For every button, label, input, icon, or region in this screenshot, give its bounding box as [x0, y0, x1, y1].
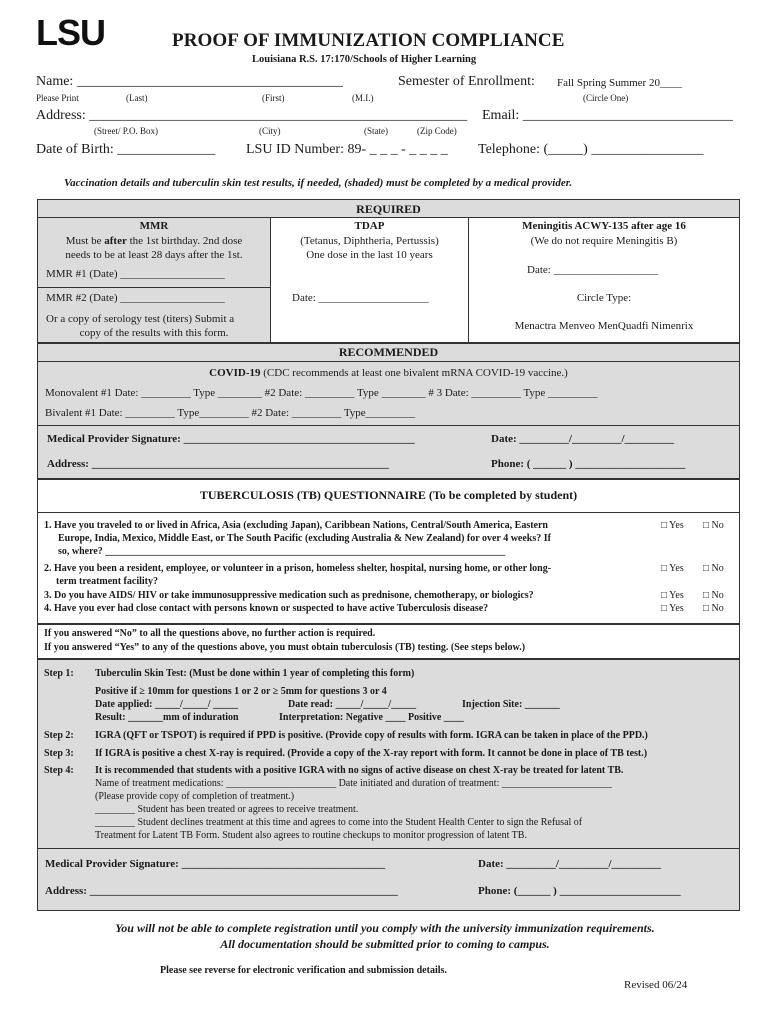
revision-date: Revised 06/24 [624, 979, 688, 991]
meningitis-note: (We do not require Meningitis B) [530, 235, 678, 247]
tb-provider-phone[interactable]: Phone: (______ ) ______________________ [478, 885, 681, 897]
q2-yes-checkbox[interactable]: □ Yes [661, 563, 684, 574]
step2-text: IGRA (QFT or TSPOT) is required if PPD is positive. (Provide copy of results with form. IGRA can be taken in place of the PPD.) [95, 730, 648, 741]
if-yes-note: If you answered “Yes” to any of the questions above, you must obtain tuberculosis (TB) testing. (See steps below.) [44, 642, 526, 653]
monovalent-row[interactable]: Monovalent #1 Date: _________ Type ________ #2 Date: _________ Type ________ # 3 Date: _________ Type _________ [45, 387, 598, 399]
please-print-note: Please Print [36, 93, 79, 103]
q4-no-checkbox[interactable]: □ No [703, 603, 724, 614]
tdap-title: TDAP [354, 220, 385, 232]
lsu-logo-text: LSU [36, 16, 105, 48]
telephone-field[interactable]: Telephone: (_____) ________________ [478, 142, 704, 157]
state-caption: (State) [364, 126, 388, 136]
meningitis-date-field[interactable]: Date: ___________________ [527, 264, 659, 276]
covid-note: COVID-19 (CDC recommends at least one bivalent mRNA COVID-19 vaccine.) [209, 367, 568, 379]
mmr-timing-note: Must be after the 1st birthday. 2nd dose [65, 235, 243, 247]
tb-header: TUBERCULOSIS (TB) QUESTIONNAIRE (To be completed by student) [199, 488, 578, 502]
form-title: PROOF OF IMMUNIZATION COMPLIANCE [172, 30, 565, 51]
meningitis-title: Meningitis ACWY-135 after age 16 [522, 220, 686, 232]
mmr2-date-field[interactable]: MMR #2 (Date) ___________________ [46, 292, 225, 304]
last-name-caption: (Last) [126, 93, 148, 103]
step4-declines-option[interactable]: ________ Student declines treatment at this time and agrees to come into the Student Health Center to sign the Refusal of [95, 817, 583, 828]
step1-injection-site[interactable]: Injection Site: _______ [462, 699, 560, 710]
middle-initial-caption: (M.I.) [352, 93, 374, 103]
mmr1-date-field[interactable]: MMR #1 (Date) ___________________ [46, 268, 225, 280]
tb-question-2: 2. Have you been a resident, employee, or volunteer in a prison, homeless shelter, hospital, nursing home, or other long- term treatment facility? [44, 563, 552, 587]
step4-label: Step 4: [44, 765, 74, 776]
step4-text: It is recommended that students with a positive IGRA with no signs of active disease on chest X-ray be treated for latent TB. [95, 765, 624, 776]
serology-note-2: copy of the results with this form. [79, 327, 229, 339]
step4-treated-option[interactable]: ________ Student has been treated or agrees to receive treatment. [95, 804, 359, 815]
recommended-provider-address[interactable]: Address: ______________________________________________________ [47, 458, 389, 470]
step3-text: If IGRA is positive a chest X-ray is required. (Provide a copy of the X-ray report with form. It cannot be done in place of TB test.) [95, 748, 648, 759]
meningitis-circle-label: Circle Type: [576, 292, 632, 304]
semester-options[interactable]: Fall Spring Summer 20____ [557, 77, 682, 89]
tdap-date-field[interactable]: Date: ____________________ [292, 292, 429, 304]
recommended-provider-phone[interactable]: Phone: ( ______ ) ____________________ [491, 458, 686, 470]
recommended-provider-signature[interactable]: Medical Provider Signature: __________________________________________ [47, 433, 415, 445]
first-name-caption: (First) [262, 93, 285, 103]
recommended-signature-date[interactable]: Date: _________/_________/_________ [491, 433, 675, 445]
step1-interpretation[interactable]: Interpretation: Negative ____ Positive ____ [279, 712, 464, 723]
q1-yes-checkbox[interactable]: □ Yes [661, 520, 684, 531]
recommended-header: RECOMMENDED [338, 345, 439, 359]
street-caption: (Street/ P.O. Box) [94, 126, 158, 136]
tb-provider-signature[interactable]: Medical Provider Signature: _____________________________________ [45, 858, 386, 870]
q3-no-checkbox[interactable]: □ No [703, 590, 724, 601]
q3-yes-checkbox[interactable]: □ Yes [661, 590, 684, 601]
if-no-note: If you answered “No” to all the questions above, no further action is required. [44, 628, 376, 639]
serology-note-1: Or a copy of serology test (titers) Submit a [46, 313, 235, 325]
meningitis-type-options[interactable]: Menactra Menveo MenQuadfi Nimenrix [514, 320, 694, 332]
step3-label: Step 3: [44, 748, 74, 759]
zip-caption: (Zip Code) [417, 126, 457, 136]
mmr-title: MMR [139, 220, 169, 232]
address-field[interactable]: Address: ______________________________________________________ [36, 108, 468, 123]
step1-positive-criteria: Positive if ≥ 10mm for questions 1 or 2 or ≥ 5mm for questions 3 or 4 [95, 686, 387, 697]
form-subtitle: Louisiana R.S. 17:170/Schools of Higher Learning [252, 54, 477, 65]
tb-signature-date[interactable]: Date: _________/_________/_________ [478, 858, 662, 870]
step1-result[interactable]: Result: _______mm of induration [95, 712, 239, 723]
tb-question-3: 3. Do you have AIDS/ HIV or take immunosuppressive medication such as prednisone, chemotherapy, or biologics? [44, 590, 534, 601]
documentation-warning: All documentation should be submitted prior to coming to campus. [220, 937, 550, 951]
tb-question-1: 1. Have you traveled to or lived in Africa, Asia (excluding Japan), Caribbean Nations, Central/South America, Eastern Europe, India, Mexico, Middle East, or The South Pacific (excluding Australia & New Zealand) for over 4 weeks? If so, where? ________________________________________________________________________________ [44, 520, 551, 557]
mmr-interval-note: needs to be at least 28 days after the 1st. [65, 249, 243, 261]
step1-title: Tuberculin Skin Test: (Must be done within 1 year of completing this form) [95, 668, 415, 679]
q2-no-checkbox[interactable]: □ No [703, 563, 724, 574]
name-field[interactable]: Name: ______________________________________ [36, 74, 343, 89]
q1-no-checkbox[interactable]: □ No [703, 520, 724, 531]
bivalent-row[interactable]: Bivalent #1 Date: _________ Type_________ #2 Date: _________ Type_________ [45, 407, 416, 419]
registration-warning: You will not be able to complete registration until you comply with the university immunization requirements. [115, 921, 655, 935]
q4-yes-checkbox[interactable]: □ Yes [661, 603, 684, 614]
tdap-description: (Tetanus, Diphtheria, Pertussis) [300, 235, 439, 247]
tb-question-4: 4. Have you ever had close contact with persons known or suspected to have active Tuberculosis disease? [44, 603, 489, 614]
lsu-id-field[interactable]: LSU ID Number: 89- _ _ _ - _ _ _ _ [246, 142, 448, 157]
semester-label: Semester of Enrollment: [398, 74, 535, 89]
city-caption: (City) [259, 126, 281, 136]
date-of-birth-field[interactable]: Date of Birth: ______________ [36, 142, 216, 157]
email-field[interactable]: Email: ______________________________ [482, 108, 733, 123]
required-header: REQUIRED [356, 202, 421, 216]
lsu-logo [36, 16, 138, 48]
step1-date-applied[interactable]: Date applied: _____/_____/ _____ [95, 699, 239, 710]
step1-label: Step 1: [44, 668, 74, 679]
provider-instruction: Vaccination details and tuberculin skin test results, if needed, (shaded) must be completed by a medical provider. [64, 177, 573, 189]
step4-copy-note: (Please provide copy of completion of treatment.) [95, 791, 295, 802]
tb-provider-address[interactable]: Address: ________________________________________________________ [45, 885, 398, 897]
step4-declines-continued: Treatment for Latent TB Form. Student also agrees to routine checkups to monitor progression of latent TB. [95, 830, 527, 841]
reverse-side-note: Please see reverse for electronic verification and submission details. [160, 965, 447, 976]
step2-label: Step 2: [44, 730, 74, 741]
step4-medications-field[interactable]: Name of treatment medications: ______________________ Date initiated and duration of treatment: ______________________ [95, 778, 612, 789]
step1-date-read[interactable]: Date read: _____/_____/_____ [288, 699, 417, 710]
circle-one-caption: (Circle One) [583, 93, 629, 103]
tdap-requirement: One dose in the last 10 years [306, 249, 433, 261]
